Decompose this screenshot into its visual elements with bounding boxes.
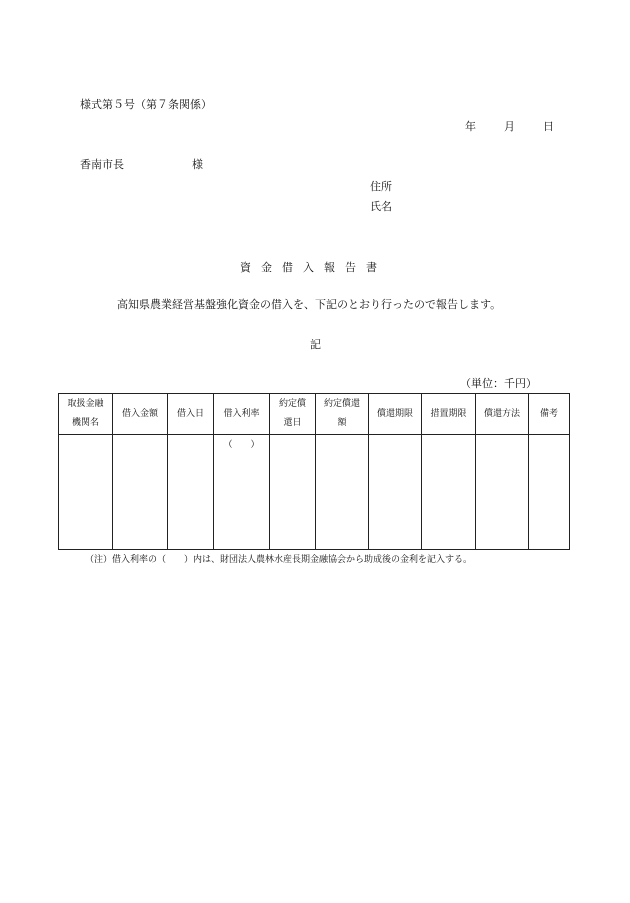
rate-placeholder: （ ）: [223, 440, 260, 450]
header-loan-date: 借入日: [168, 394, 214, 435]
header-repay-period: 償還期限: [369, 394, 422, 435]
header-repay-amount: 約定償還 額: [316, 394, 369, 435]
header-repay-date: 約定償 還日: [270, 394, 316, 435]
date-year-label: 年: [465, 120, 476, 133]
recipient-name: 香南市長: [80, 158, 124, 171]
loan-report-table: [58, 393, 570, 550]
cell-interest-rate[interactable]: [214, 435, 270, 550]
header-remarks: 備考: [529, 394, 570, 435]
cell-repay-method[interactable]: [476, 435, 529, 550]
cell-repay-amount[interactable]: [316, 435, 369, 550]
name-label: 氏名: [370, 200, 392, 213]
honorific: 様: [192, 158, 203, 171]
cell-institution[interactable]: [59, 435, 113, 550]
cell-loan-date[interactable]: [168, 435, 214, 550]
addressee: [80, 159, 203, 170]
document-title: 資金借入報告書: [240, 261, 387, 274]
form-number: 様式第５号（第７条関係）: [80, 98, 212, 111]
cell-grace-period[interactable]: [422, 435, 476, 550]
date-month-label: 月: [504, 120, 515, 133]
header-repay-method: 償還方法: [476, 394, 529, 435]
date-day-label: 日: [543, 120, 554, 133]
ki-heading: 記: [310, 338, 321, 351]
footnote: （注）借入利率の（ ）内は、財団法人農林水産長期金融協会から助成後の金利を記入する。: [85, 555, 473, 565]
header-loan-amount: 借入金額: [113, 394, 168, 435]
date-line: [465, 121, 554, 132]
cell-remarks[interactable]: [529, 435, 570, 550]
cell-loan-amount[interactable]: [113, 435, 168, 550]
cell-repay-date[interactable]: [270, 435, 316, 550]
cell-repay-period[interactable]: [369, 435, 422, 550]
address-label: 住所: [370, 180, 392, 193]
header-grace-period: 措置期限: [422, 394, 476, 435]
table-row: [59, 435, 570, 550]
body-text: 高知県農業経営基盤強化資金の借入を、下記のとおり行ったので報告します。: [117, 298, 502, 311]
table-header-row: [59, 394, 570, 435]
unit-label: （単位：千円）: [460, 377, 537, 390]
header-interest-rate: 借入利率: [214, 394, 270, 435]
header-institution: 取扱金融 機関名: [59, 394, 113, 435]
